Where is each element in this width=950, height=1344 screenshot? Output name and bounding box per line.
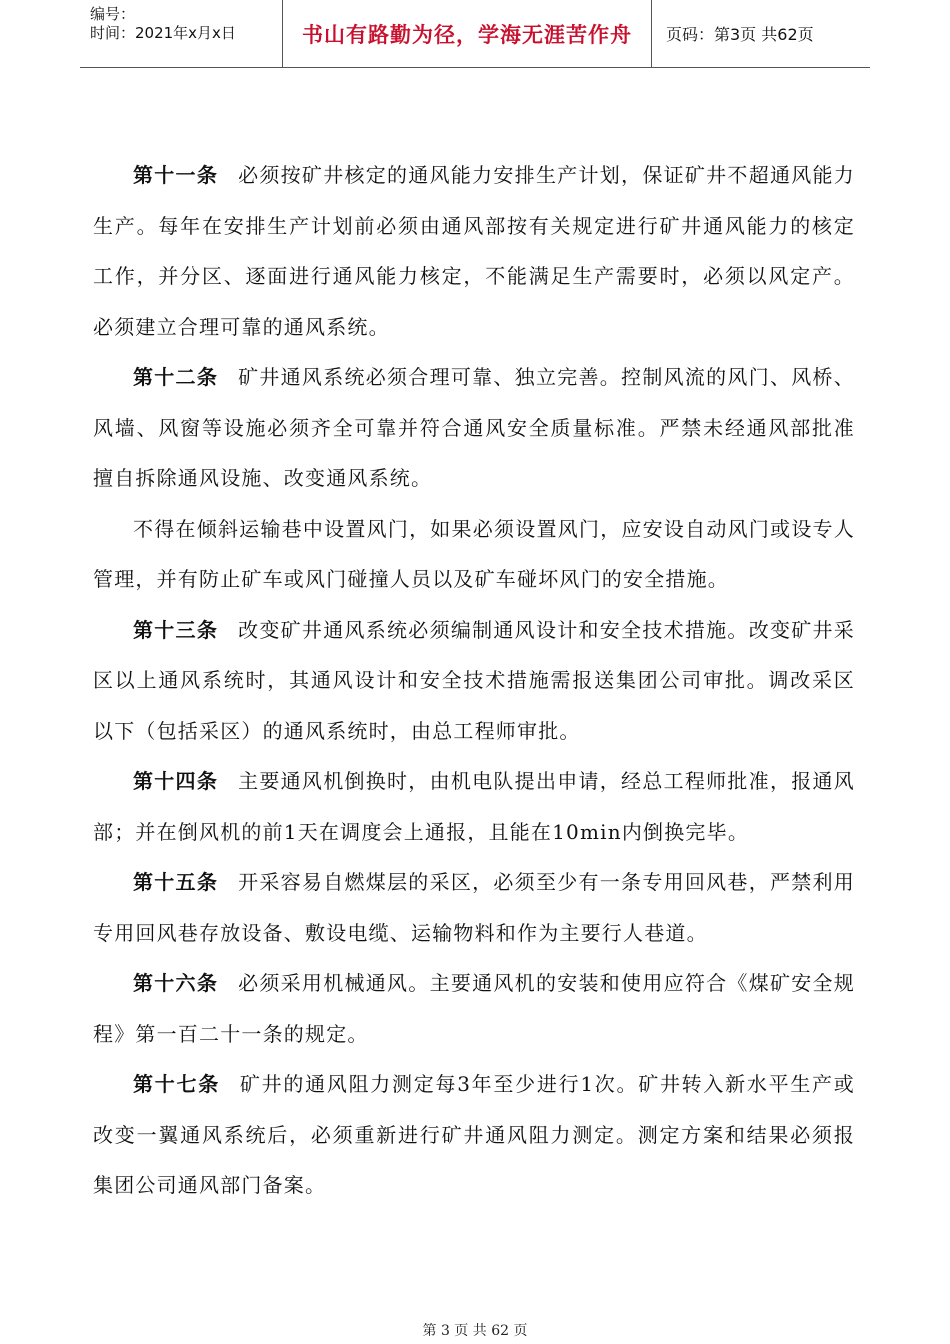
article-13 (93, 605, 855, 757)
article-15 (93, 857, 855, 958)
article-text: 矿井的通风阻力测定每3年至少进行1次。矿井转入新水平生产或改变一翼通风系统后，必须重新进行矿井通风阻力测定。测定方案和结果必须报集团公司通风部门备案。 (93, 1072, 855, 1197)
document-body (93, 150, 855, 1211)
article-text: 矿井通风系统必须合理可靠、独立完善。控制风流的风门、风桥、风墙、风窗等设施必须齐全可靠并符合通风安全质量标准。严禁未经通风部批准擅自拆除通风设施、改变通风系统。 (93, 365, 855, 490)
header-motto-cell (282, 0, 652, 67)
article-text: 改变矿井通风系统必须编制通风设计和安全技术措施。改变矿井采区以上通风系统时，其通风设计和安全技术措施需报送集团公司审批。调改采区以下（包括采区）的通风系统时，由总工程师审批。 (93, 617, 855, 743)
page-header (80, 0, 870, 68)
date-line: 时间：2021年x月x日 (90, 24, 236, 42)
article-12 (93, 352, 855, 504)
article-16 (93, 958, 855, 1059)
article-title: 第十二条 (133, 365, 219, 389)
article-12-paragraph (93, 504, 855, 605)
article-title: 第十三条 (133, 617, 219, 642)
article-text: 主要通风机倒换时，由机电队提出申请，经总工程师批准，报通风部；并在倒风机的前1天在调度会上通报，且能在10min内倒换完毕。 (93, 769, 855, 844)
article-14 (93, 756, 855, 857)
article-17 (93, 1059, 855, 1211)
article-title: 第十四条 (133, 769, 219, 793)
article-title: 第十七条 (133, 1072, 220, 1096)
article-title: 第十一条 (133, 163, 219, 187)
page-footer: 第 3 页 共 62 页 (422, 1323, 528, 1339)
article-text: 必须按矿井核定的通风能力安排生产计划，保证矿井不超通风能力生产。每年在安排生产计划前必须由通风部按有关规定进行矿井通风能力的核定工作，并分区、逐面进行通风能力核定，不能满足生产需要时，必须以风定产。必须建立合理可靠的通风系统。 (93, 163, 855, 339)
article-11 (93, 150, 855, 352)
article-text: 开采容易自燃煤层的采区，必须至少有一条专用回风巷，严禁利用专用回风巷存放设备、敷设电缆、运输物料和作为主要行人巷道。 (93, 870, 855, 945)
motto: 书山有路勤为径，学海无涯苦作舟 (302, 22, 632, 47)
header-meta (80, 0, 282, 67)
header-page-info: 页码：第3页 共62页 (666, 25, 814, 44)
article-text: 必须采用机械通风。主要通风机的安装和使用应符合《煤矿安全规程》第一百二十一条的规定。 (93, 971, 855, 1046)
article-text: 不得在倾斜运输巷中设置风门，如果必须设置风门，应安设自动风门或设专人管理，并有防止矿车或风门碰撞人员以及矿车碰坏风门的安全措施。 (93, 516, 855, 591)
number-label: 编号： (90, 5, 136, 23)
article-title: 第十五条 (133, 870, 219, 894)
article-title: 第十六条 (133, 971, 219, 995)
